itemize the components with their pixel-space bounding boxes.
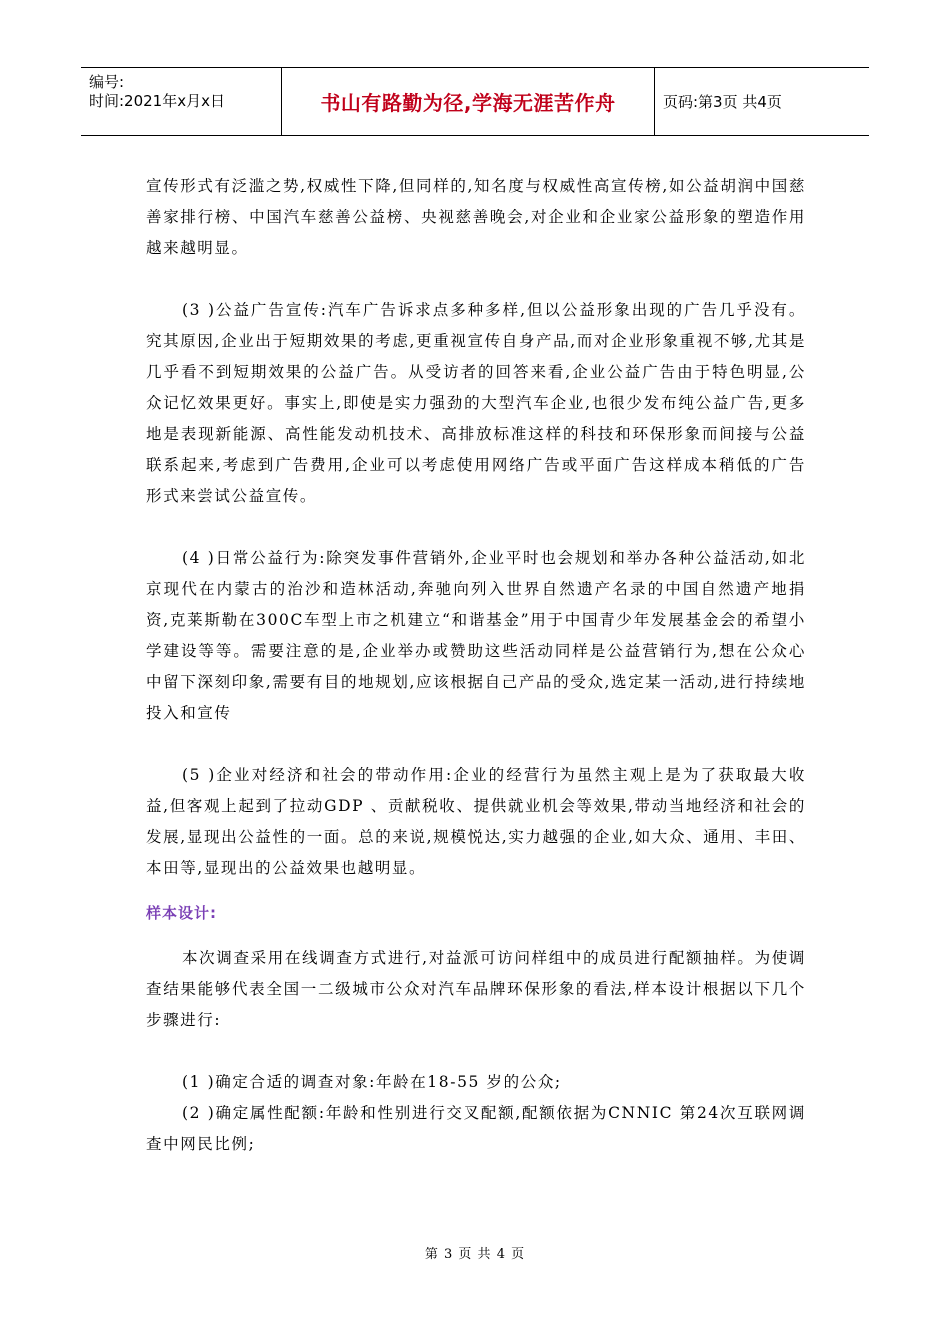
paragraph-continuation: 宣传形式有泛滥之势,权威性下降,但同样的,知名度与权威性高宣传榜,如公益胡润中国慈善家排行榜、中国汽车慈善公益榜、央视慈善晚会,对企业和企业家公益形象的塑造作用越来越明显。 xyxy=(146,177,806,257)
page-header xyxy=(81,67,869,136)
date-label: 时间:2021年x月x日 xyxy=(89,92,225,110)
header-motto: 书山有路勤为径,学海无涯苦作舟 xyxy=(282,68,655,135)
page-footer: 第 3 页 共 4 页 xyxy=(424,1247,526,1262)
paragraph-public-ads: (3 )公益广告宣传:汽车广告诉求点多种多样,但以公益形象出现的广告几乎没有。究其原因,企业出于短期效果的考虑,更重视宣传自身产品,而对企业形象重视不够,尤其是几乎看不到短期效果的公益广告。从受访者的回答来看,企业公益广告由于特色明显,公众记忆效果更好。事实上,即使是实力强劲的大型汽车企业,也很少发布纯公益广告,更多地是表现新能源、高性能发动机技术、高排放标准这样的科技和环保形象而间接与公益联系起来,考虑到广告费用,企业可以考虑使用网络广告或平面广告这样成本稍低的广告形式来尝试公益宣传。 xyxy=(146,301,806,505)
paragraph-sample-intro: 本次调查采用在线调查方式进行,对益派可访问样组中的成员进行配额抽样。为使调查结果能够代表全国一二级城市公众对汽车品牌环保形象的看法,样本设计根据以下几个步骤进行: xyxy=(146,949,806,1029)
serial-label: 编号: xyxy=(89,73,125,91)
paragraph-step-2: (2 )确定属性配额:年龄和性别进行交叉配额,配额依据为CNNIC 第24次互联网调查中网民比例; xyxy=(146,1104,806,1153)
section-heading-sample-design: 样本设计: xyxy=(146,904,217,922)
header-meta-cell xyxy=(81,68,282,135)
header-page-label: 页码:第3页 共4页 xyxy=(663,93,782,111)
paragraph-step-1: (1 )确定合适的调查对象:年龄在18-55 岁的公众; xyxy=(182,1073,562,1091)
document-body xyxy=(146,171,806,1160)
paragraph-daily-charity: (4 )日常公益行为:除突发事件营销外,企业平时也会规划和举办各种公益活动,如北京现代在内蒙古的治沙和造林活动,奔驰向列入世界自然遗产名录的中国自然遗产地捐资,克莱斯勒在300C车型上市之机建立“和谐基金”用于中国青少年发展基金会的希望小学建设等等。需要注意的是,企业举办或赞助这些活动同样是公益营销行为,想在公众心中留下深刻印象,需要有目的地规划,应该根据自己产品的受众,选定某一活动,进行持续地投入和宣传 xyxy=(146,549,806,722)
paragraph-economic-impact: (5 )企业对经济和社会的带动作用:企业的经营行为虽然主观上是为了获取最大收益,但客观上起到了拉动GDP 、贡献税收、提供就业机会等效果,带动当地经济和社会的发展,显现出公益性的一面。总的来说,规模悦达,实力越强的企业,如大众、通用、丰田、本田等,显现出的公益效果也越明显。 xyxy=(146,766,806,877)
